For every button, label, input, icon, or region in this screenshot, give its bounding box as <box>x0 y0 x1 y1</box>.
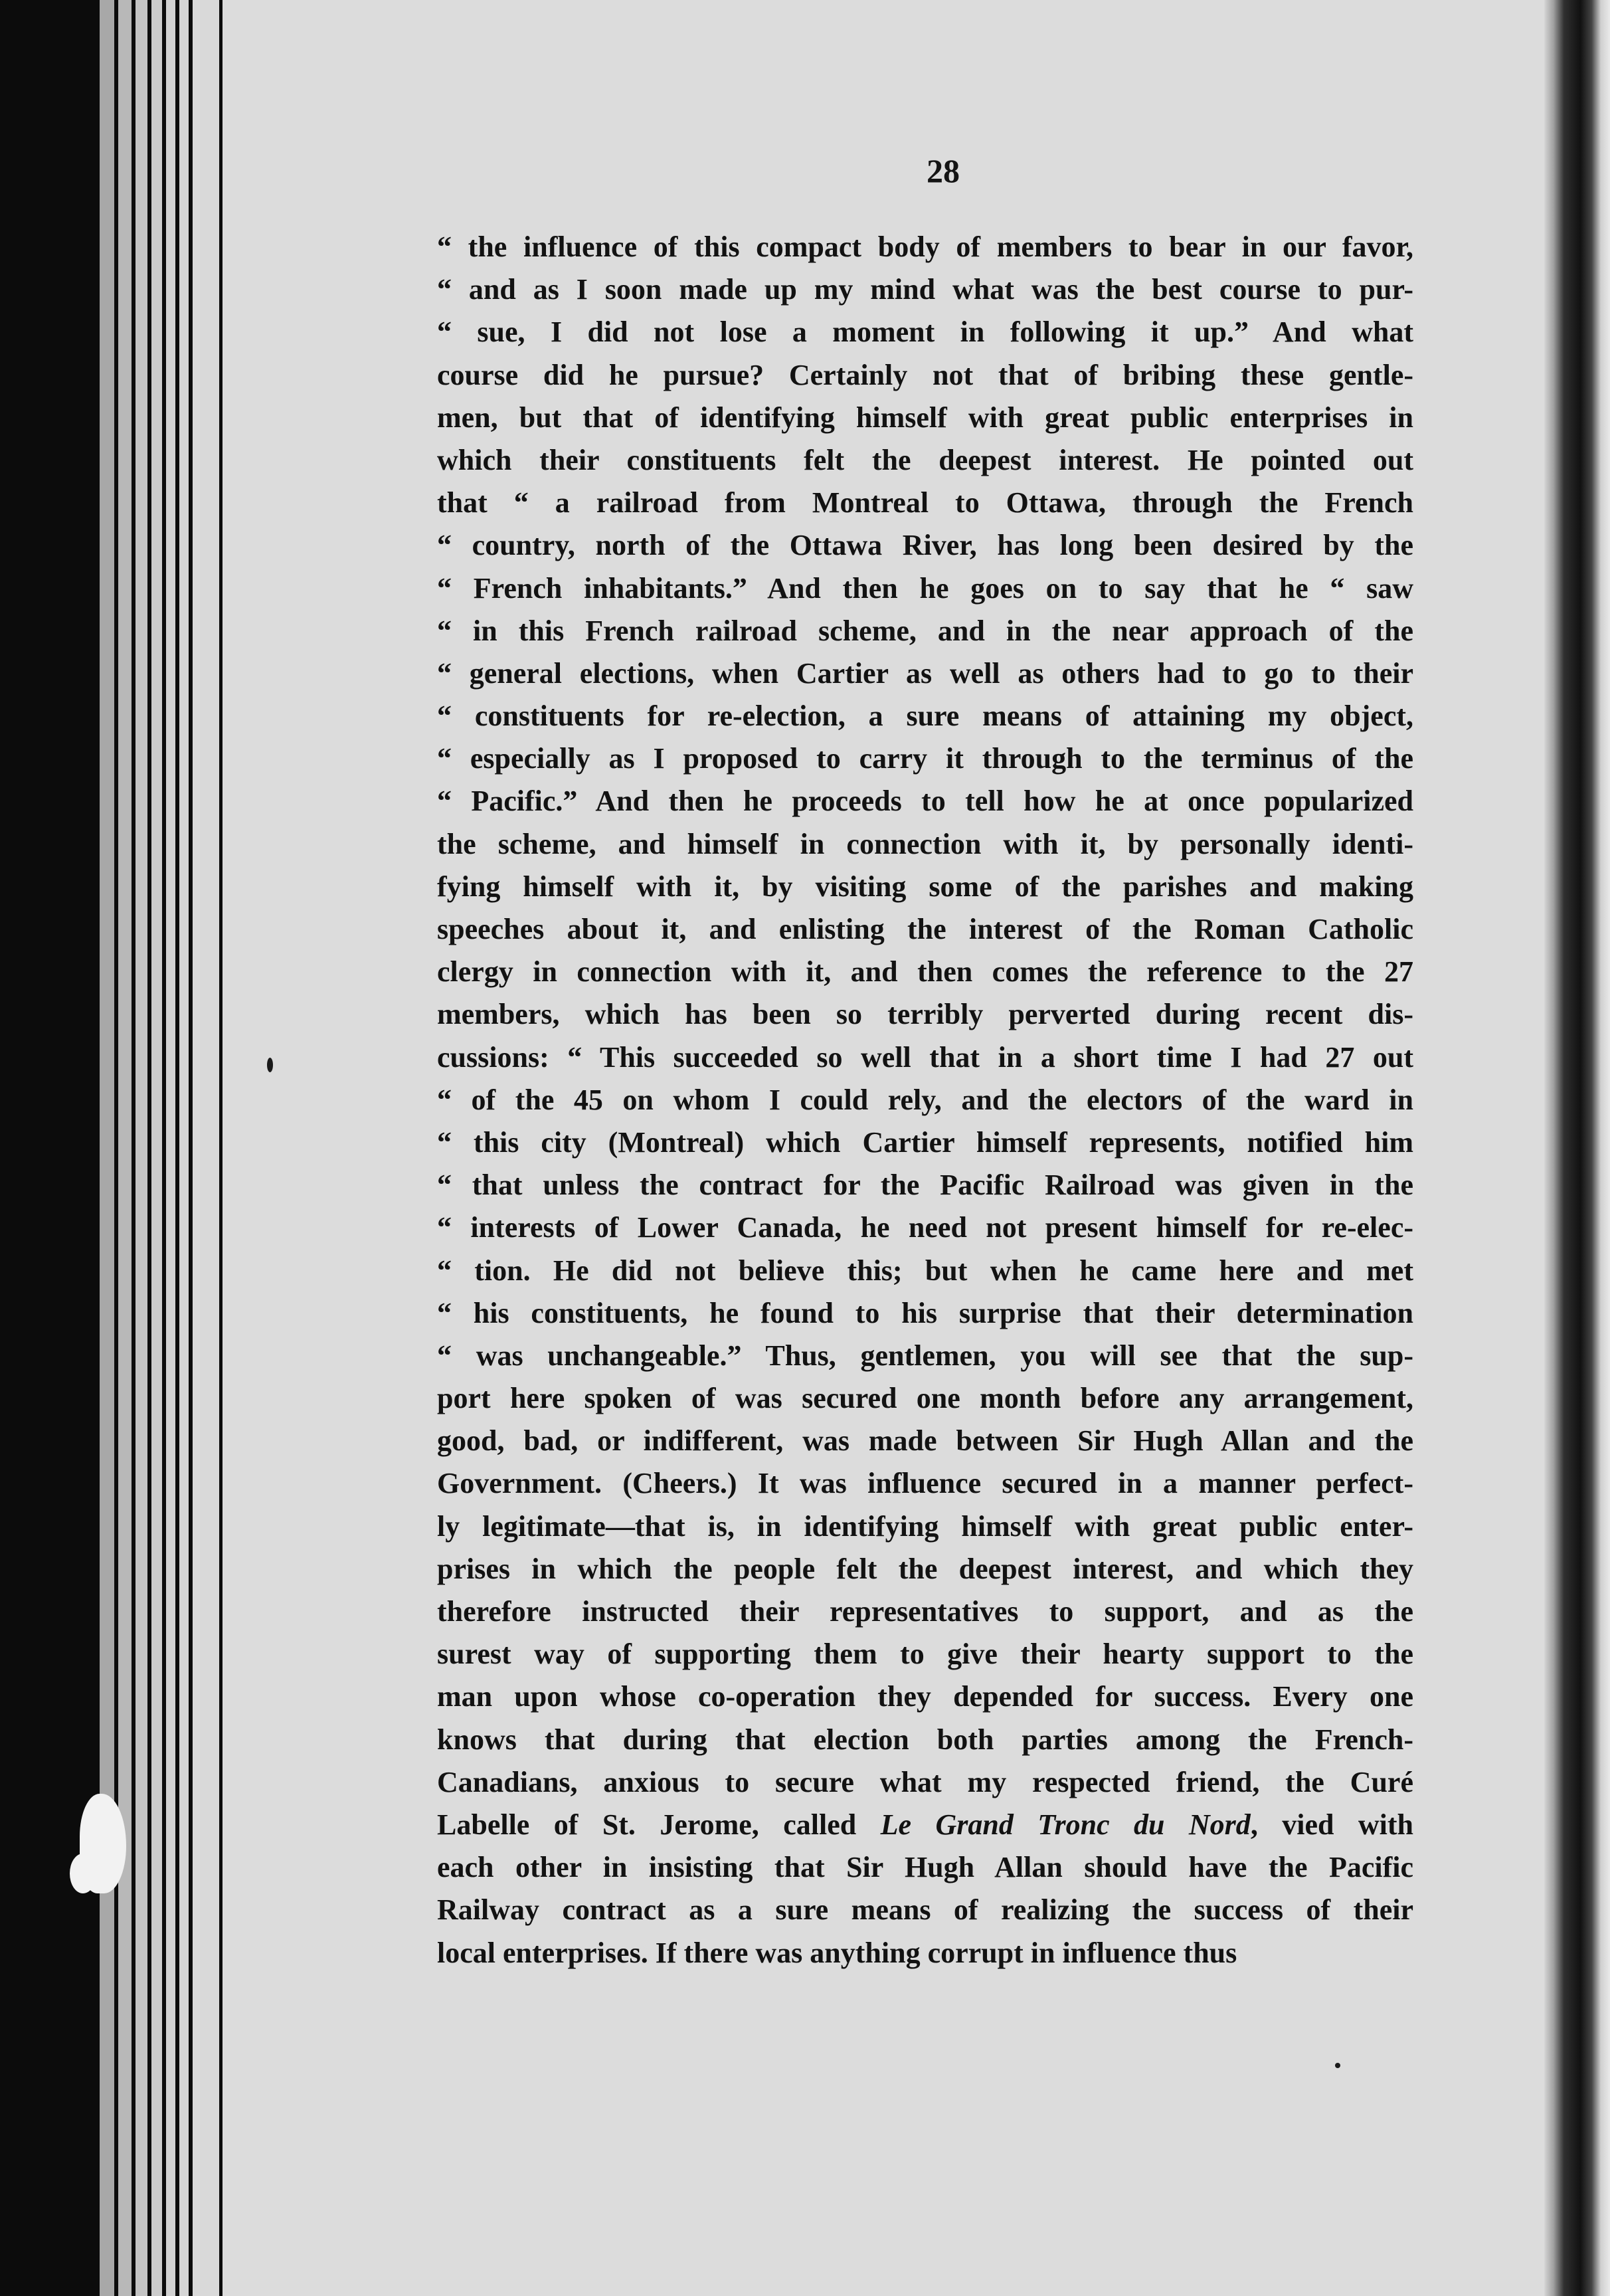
text-line: Railway contract as a sure means of realizing the success of their <box>437 1893 1413 1927</box>
text-line: “ especially as I proposed to carry it through to the terminus of the <box>437 742 1413 775</box>
page-edge-left <box>100 0 114 2296</box>
page-number: 28 <box>927 152 960 189</box>
text-line: “ that unless the contract for the Pacific Railroad was given in the <box>437 1169 1413 1202</box>
text-line: Labelle of St. Jerome, called Le Grand Tronc du Nord, vied with <box>437 1808 1413 1841</box>
italic-title: Le Grand Tronc du Nord <box>880 1808 1251 1841</box>
text-line: men, but that of identifying himself with great public enterprises in <box>437 401 1413 434</box>
text-line: local enterprises. If there was anything corrupt in influence thus <box>437 1936 1237 1969</box>
text-line: Government. (Cheers.) It was influence secured in a manner perfect- <box>437 1467 1413 1500</box>
text-line: therefore instructed their representatives to support, and as the <box>437 1595 1413 1628</box>
text-line: Canadians, anxious to secure what my respected friend, the Curé <box>437 1765 1413 1798</box>
text-line: “ Pacific.” And then he proceeds to tell how he at once popularized <box>437 785 1413 818</box>
text-line: members, which has been so terribly perverted during recent dis- <box>437 998 1413 1031</box>
text-line: “ of the 45 on whom I could rely, and the electors of the ward in <box>437 1083 1413 1116</box>
text-line: “ this city (Montreal) which Cartier himself represents, notified him <box>437 1125 1413 1159</box>
text-line: course did he pursue? Certainly not that of bribing these gentle- <box>437 358 1413 391</box>
text-line: the scheme, and himself in connection with it, by personally identi- <box>437 827 1413 860</box>
text-line: “ was unchangeable.” Thus, gentlemen, you will see that the sup- <box>437 1339 1413 1372</box>
text-line: “ tion. He did not believe this; but when he came here and met <box>437 1254 1413 1287</box>
page-edge-left <box>166 0 175 2296</box>
text-line: fying himself with it, by visiting some of the parishes and making <box>437 870 1413 903</box>
scan-blemish <box>70 1854 96 1893</box>
text-line: each other in insisting that Sir Hugh Allan should have the Pacific <box>437 1851 1413 1884</box>
text-line: that “ a railroad from Montreal to Ottawa, through the French <box>437 486 1413 520</box>
text-line: “ the influence of this compact body of members to bear in our favor, <box>437 231 1413 263</box>
text-line: speeches about it, and enlisting the interest of the Roman Catholic <box>437 913 1413 945</box>
text-line: “ constituents for re-election, a sure means of attaining my object, <box>437 700 1413 733</box>
text-line: “ general elections, when Cartier as well as others had to go to their <box>437 656 1413 690</box>
page-edge-left <box>179 0 189 2296</box>
page-edge-left <box>118 0 132 2296</box>
text-line: man upon whose co-operation they depended for success. Every one <box>437 1680 1413 1713</box>
text-line: good, bad, or indifferent, was made between Sir Hugh Allan and the <box>437 1424 1413 1458</box>
text-line: surest way of supporting them to give their hearty support to the <box>437 1638 1413 1671</box>
text-line: clergy in connection with it, and then comes the reference to the 27 <box>437 955 1413 989</box>
page-edge-left <box>193 0 219 2296</box>
text-line: “ and as I soon made up my mind what was the best course to pur- <box>437 273 1413 306</box>
binding-shadow <box>1544 0 1610 2296</box>
body-text <box>437 226 1413 1974</box>
page-edge-left <box>151 0 162 2296</box>
text-line: “ his constituents, he found to his surprise that their determination <box>437 1296 1413 1329</box>
text-line: “ sue, I did not lose a moment in following it up.” And what <box>437 316 1413 349</box>
text-line: ly legitimate—that is, in identifying himself with great public enter- <box>437 1509 1413 1543</box>
text-line: prises in which the people felt the deepest interest, and which they <box>437 1552 1413 1585</box>
text-line: “ country, north of the Ottawa River, has long been desired by the <box>437 529 1413 562</box>
text-line: port here spoken of was secured one month before any arrangement, <box>437 1382 1413 1415</box>
text-line: “ interests of Lower Canada, he need not present himself for re-elec- <box>437 1211 1413 1244</box>
scan-speck <box>267 1058 273 1072</box>
text-line: “ French inhabitants.” And then he goes on to say that he “ saw <box>437 571 1413 605</box>
text-line: “ in this French railroad scheme, and in the near approach of the <box>437 614 1413 647</box>
page-edge-left <box>135 0 147 2296</box>
text-line: cussions: “ This succeeded so well that in a short time I had 27 out <box>437 1040 1413 1074</box>
text-line: which their constituents felt the deepest interest. He pointed out <box>437 443 1413 476</box>
text-line: knows that during that election both parties among the French- <box>437 1723 1413 1756</box>
scan-speck <box>1335 2063 1340 2068</box>
